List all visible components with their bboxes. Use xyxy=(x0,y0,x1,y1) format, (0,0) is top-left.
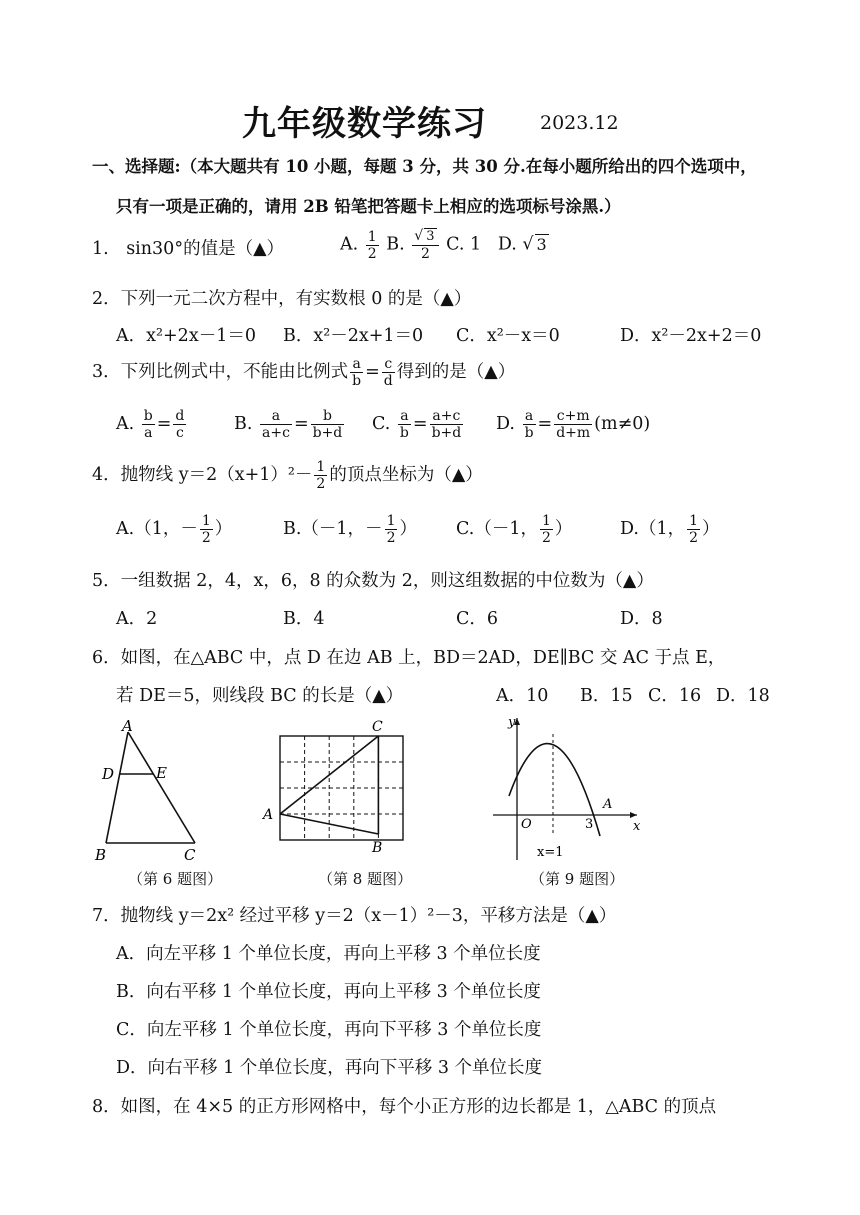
fig9-label-y: y xyxy=(508,715,516,730)
q6-line2: 若 DE＝5，则线段 BC 的长是（▲） xyxy=(116,686,404,706)
figure-8-grid xyxy=(260,716,410,856)
q2-option-d: D．x²－2x+2＝0 xyxy=(620,326,762,346)
fig8-label-c: C xyxy=(372,719,383,735)
q5-option-d: D．8 xyxy=(620,609,663,629)
q8-stem: 8．如图，在 4×5 的正方形网格中，每个小正方形的边长都是 1，△ABC 的顶点 xyxy=(92,1097,717,1117)
q4-option-c: C.（－1， $\frac{1}{2}$ ） xyxy=(456,513,573,546)
q6-option-d: D．18 xyxy=(716,686,770,706)
q3-stem-post: 得到的是（▲） xyxy=(396,362,516,382)
q6-line1: 6．如图，在△ABC 中，点 D 在边 AB 上，BD＝2AD，DE∥BC 交 AC 于点 E， xyxy=(92,648,726,668)
q7-option-c: C．向左平移 1 个单位长度，再向下平移 3 个单位长度 xyxy=(116,1020,542,1040)
fig8-caption: （第 8 题图） xyxy=(318,870,413,888)
fig6-caption: （第 6 题图） xyxy=(128,870,223,888)
q3-option-c: C. $\frac{a}{b}$ = $\frac{a+c}{b+d}$ xyxy=(372,408,462,441)
q4-stem-pre: 4．抛物线 y＝2（x+1）²－ xyxy=(92,465,313,485)
q1-option-b-fraction: $\frac{√ 3}{2}$ xyxy=(412,228,438,262)
q4-stem-post: 的顶点坐标为（▲） xyxy=(329,465,483,485)
q6-option-c: C．16 xyxy=(648,686,702,706)
q1-option-b-label: B. xyxy=(386,234,405,255)
fig9-label-o: O xyxy=(521,817,532,832)
q6-option-b: B．15 xyxy=(580,686,633,706)
q4-option-d: D.（1， $\frac{1}{2}$ ） xyxy=(620,513,720,546)
fig6-label-b: B xyxy=(95,846,107,864)
q3-option-b: B. $\frac{a}{a+c}$ = $\frac{b}{b+d}$ xyxy=(234,408,343,441)
q1-stem: 1. sin30°的值是（▲） xyxy=(92,239,285,259)
fig9-label-x: x xyxy=(633,819,641,834)
q3-stem: 3．下列比例式中，不能由比例式 $\frac{a}{b}$ = $\frac{c}{d}$ 得到的是（▲） xyxy=(92,356,516,389)
q6-option-a: A．10 xyxy=(496,686,549,706)
q5-option-a: A．2 xyxy=(116,609,158,629)
fig9-label-3: 3 xyxy=(585,817,594,832)
q2-option-c: C．x²－x＝0 xyxy=(456,326,560,346)
figure-9-parabola xyxy=(485,712,645,862)
q5-option-c: C．6 xyxy=(456,609,499,629)
figure-6-triangle xyxy=(88,715,218,865)
section-heading-line1: 一、选择题:（本大题共有 10 小题，每题 3 分，共 30 分.在每小题所给出的四个选项中， xyxy=(92,157,757,176)
q4-option-b: B.（－1，－ $\frac{1}{2}$ ） xyxy=(283,513,417,546)
q2-option-a: A．x²+2x－1＝0 xyxy=(116,326,256,346)
q7-stem: 7．抛物线 y＝2x² 经过平移 y＝2（x－1）²－3，平移方法是（▲） xyxy=(92,906,617,926)
fig6-label-e: E xyxy=(156,764,167,782)
q1-option-a-fraction: $\frac{1}{2}$ xyxy=(367,228,377,262)
exam-date: 2023.12 xyxy=(540,112,619,134)
fig6-label-d: D xyxy=(102,765,115,783)
q1-option-d-sqrt: 3 xyxy=(536,234,547,254)
fig9-label-a: A xyxy=(603,797,613,812)
q1-option-c: C. 1 xyxy=(446,234,482,255)
q1-option-a-label: A. xyxy=(340,234,359,255)
fig6-label-a: A xyxy=(122,717,133,735)
fig8-label-a: A xyxy=(263,807,274,823)
page-title: 九年级数学练习 xyxy=(242,104,487,144)
q5-option-b: B．4 xyxy=(283,609,325,629)
fig8-label-b: B xyxy=(372,840,383,856)
q7-option-b: B．向右平移 1 个单位长度，再向上平移 3 个单位长度 xyxy=(116,982,541,1002)
fig9-label-axis: x=1 xyxy=(537,845,564,860)
q7-option-d: D．向右平移 1 个单位长度，再向下平移 3 个单位长度 xyxy=(116,1058,543,1078)
q1-options: A. $\frac{1}{2}$ B. $\frac{√ 3}{2}$ C. 1 D. √ 3 xyxy=(340,228,547,262)
q5-stem: 5．一组数据 2，4，x，6，8 的众数为 2，则这组数据的中位数为（▲） xyxy=(92,571,654,591)
section-heading-line2: 只有一项是正确的，请用 2B 铅笔把答题卡上相应的选项标号涂黑.） xyxy=(116,197,621,216)
q7-option-a: A．向左平移 1 个单位长度，再向上平移 3 个单位长度 xyxy=(116,944,541,964)
fig6-label-c: C xyxy=(184,846,196,864)
q3-stem-pre: 3．下列比例式中，不能由比例式 xyxy=(92,362,349,382)
q3-option-d: D. $\frac{a}{b}$ = $\frac{c+m}{d+m}$ (m≠0) xyxy=(496,408,651,441)
q1-option-d-label: D. xyxy=(497,234,517,255)
q2-stem: 2．下列一元二次方程中，有实数根 0 的是（▲） xyxy=(92,289,472,309)
q4-stem: 4．抛物线 y＝2（x+1）²－ $\frac{1}{2}$ 的顶点坐标为（▲） xyxy=(92,459,483,492)
q4-option-a: A.（1，－ $\frac{1}{2}$ ） xyxy=(116,513,233,546)
fig9-caption: （第 9 题图） xyxy=(530,870,625,888)
q2-option-b: B．x²－2x+1＝0 xyxy=(283,326,424,346)
q3-option-a: A. $\frac{b}{a}$ = $\frac{d}{c}$ xyxy=(116,408,185,441)
